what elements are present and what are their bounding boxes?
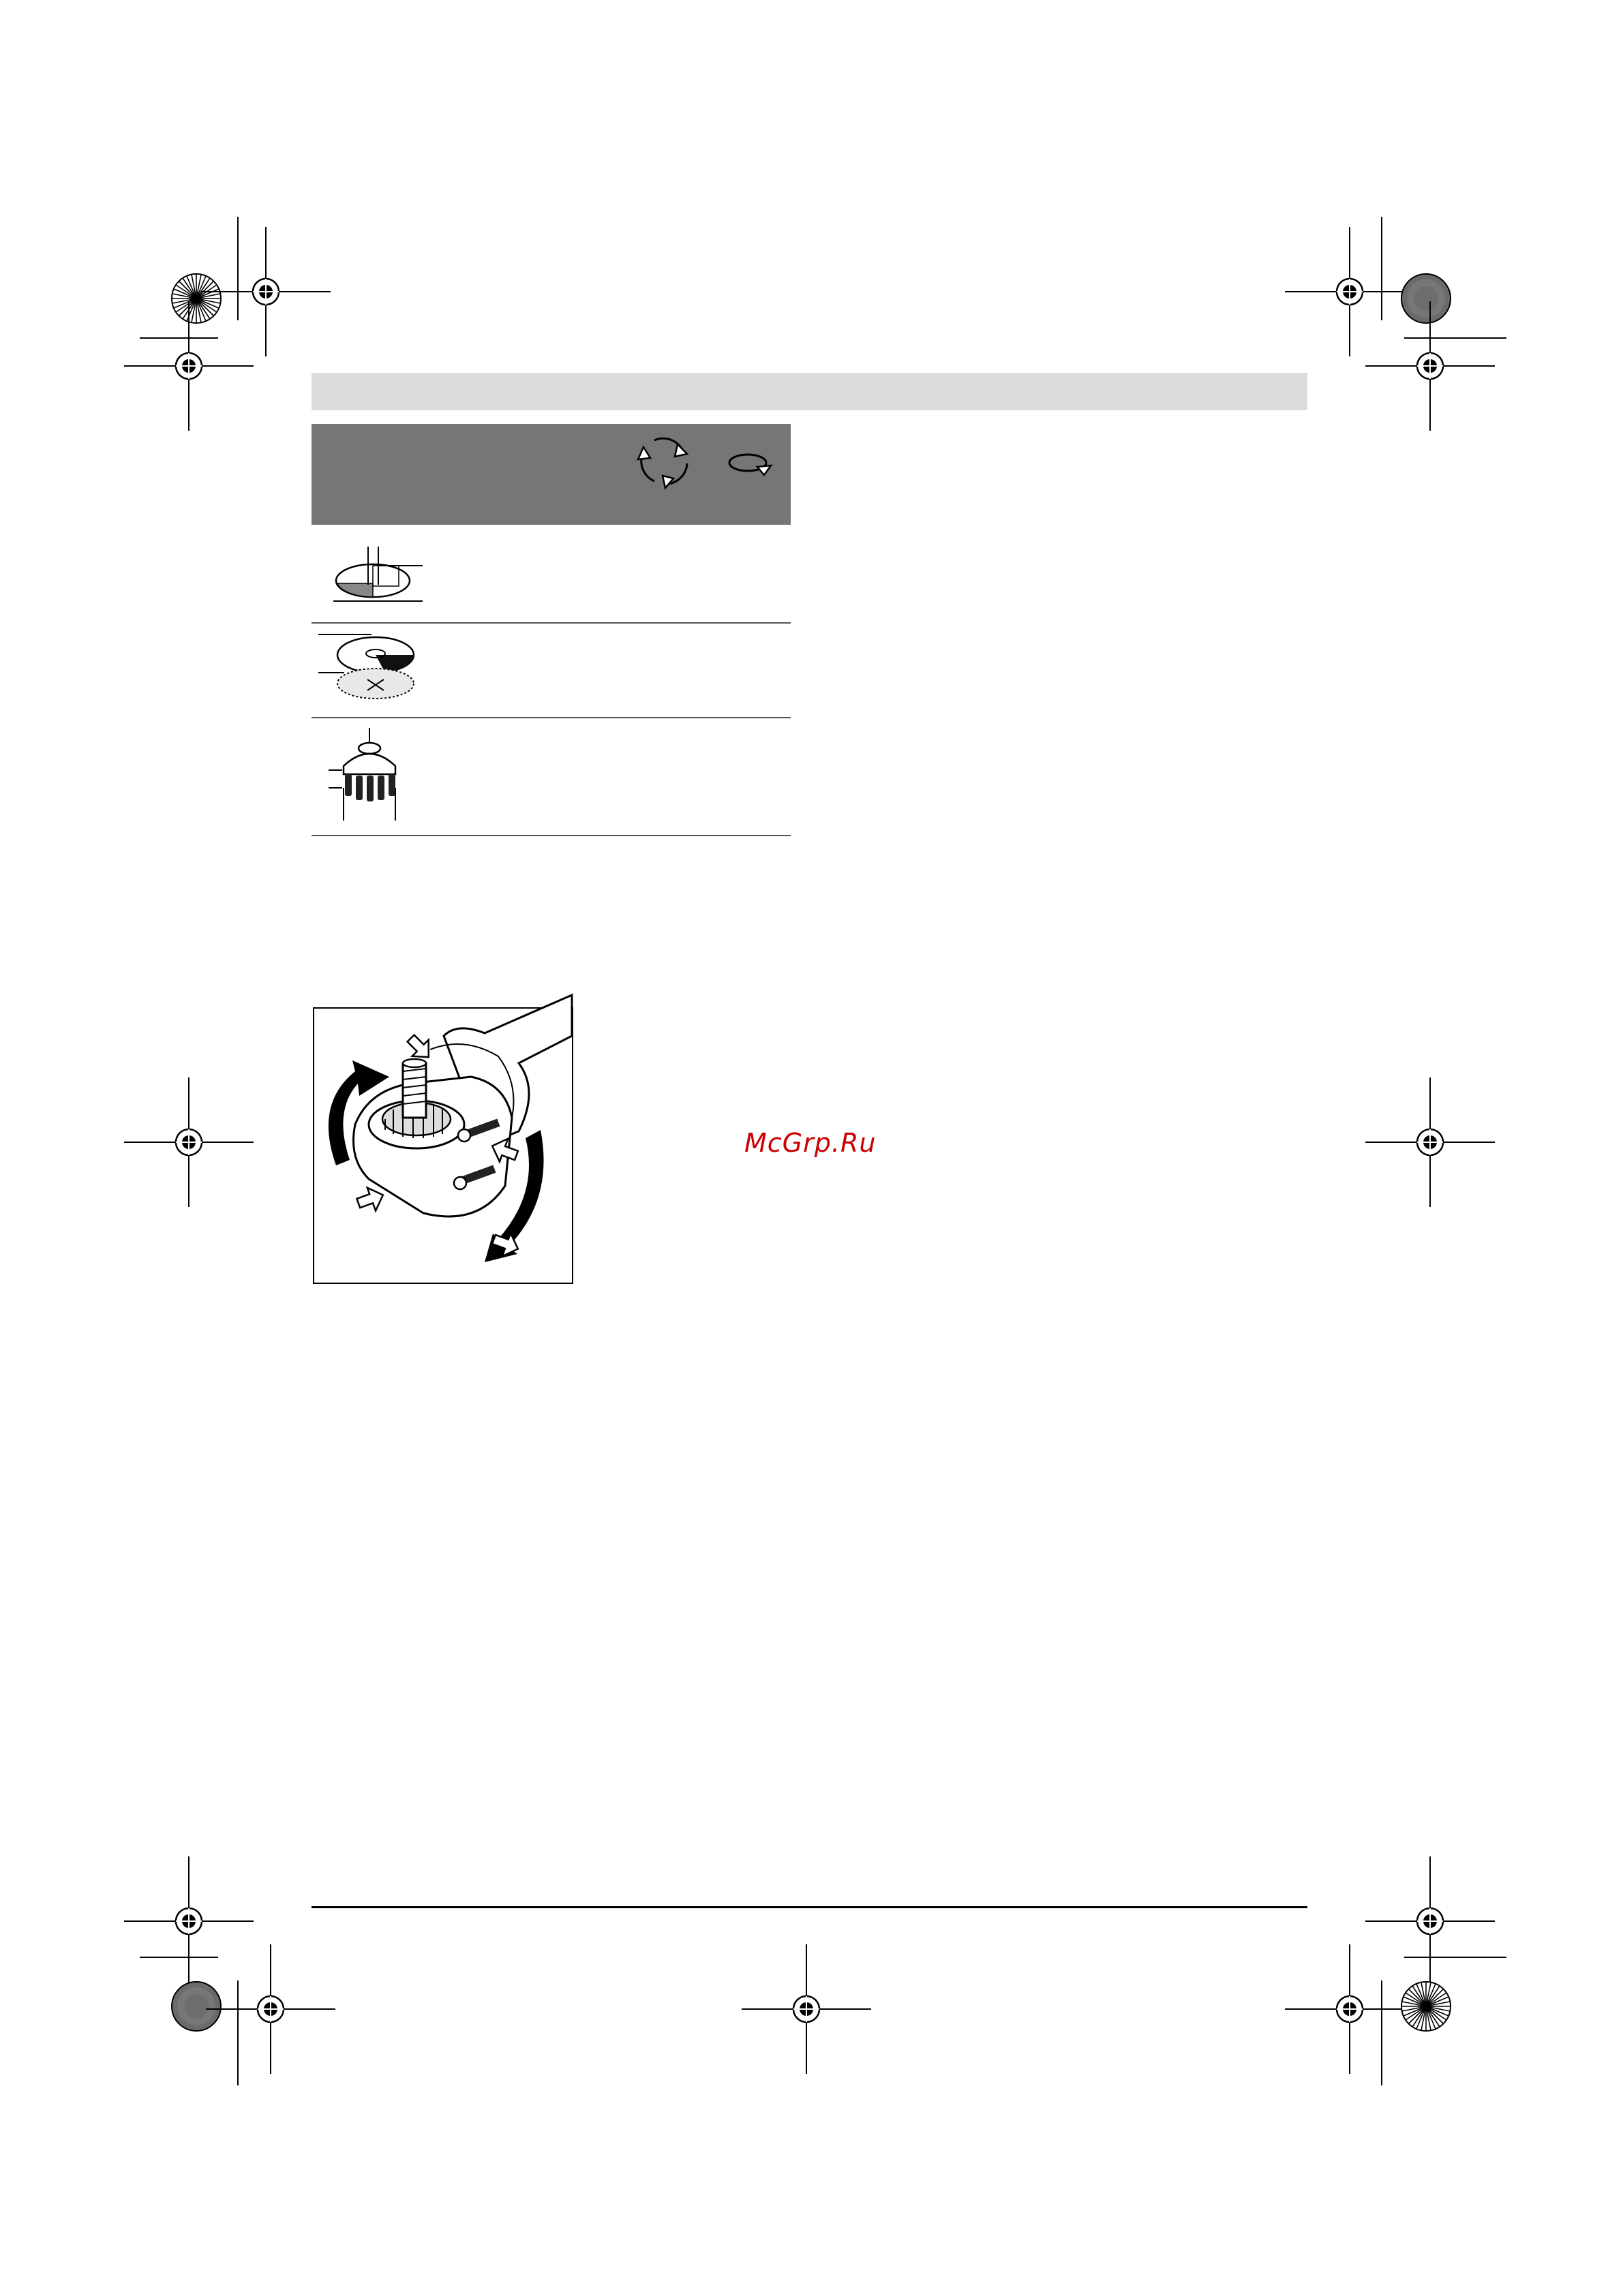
registration-crosshair-icon — [124, 1856, 254, 1986]
registration-crosshair-icon — [1365, 1077, 1495, 1207]
registration-crosshair-icon — [1365, 301, 1495, 431]
registration-crosshair-icon — [1365, 1856, 1495, 1986]
grinding-disc-icon — [317, 630, 419, 712]
registration-crosshair-icon — [124, 1077, 254, 1207]
header-band — [312, 373, 1307, 410]
rotation-cycle-icon — [634, 431, 695, 492]
rotation-direction-icon — [726, 446, 774, 477]
cutting-disc-icon — [331, 545, 426, 613]
table-row-divider — [312, 622, 791, 624]
registration-crosshair-icon — [201, 227, 331, 356]
gear-head-rotation-illustration — [314, 1009, 572, 1283]
registration-star-icon — [172, 274, 221, 323]
registration-gray-disc-icon — [1401, 274, 1451, 323]
registration-gray-disc-icon — [172, 1982, 221, 2031]
watermark-text: McGrp.Ru — [744, 1128, 877, 1158]
table-header — [312, 424, 791, 525]
footer-rule — [312, 1906, 1307, 1908]
cup-wire-brush-icon — [327, 725, 409, 827]
registration-crosshair-icon — [206, 1944, 335, 2074]
registration-crosshair-icon — [124, 301, 254, 431]
registration-crosshair-icon — [1285, 1944, 1414, 2074]
registration-crosshair-icon — [742, 1944, 871, 2074]
table-row-divider — [312, 835, 791, 836]
table-row-divider — [312, 717, 791, 718]
registration-star-icon — [1401, 1982, 1451, 2031]
registration-crosshair-icon — [1285, 227, 1414, 356]
